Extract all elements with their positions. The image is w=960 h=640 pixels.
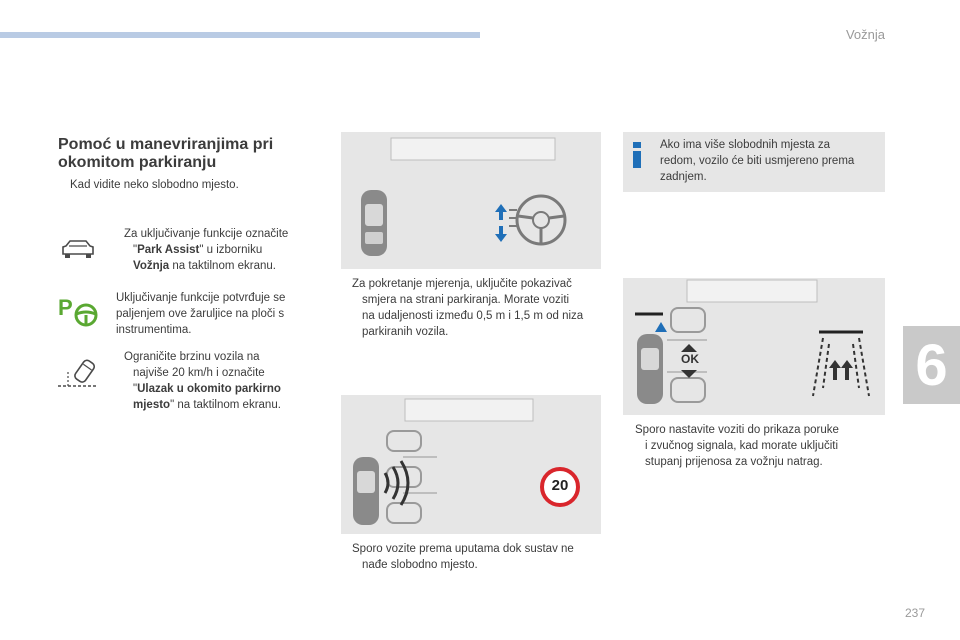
intro-text: Kad vidite neko slobodno mjesto. xyxy=(70,179,239,191)
ok-label: OK xyxy=(681,352,699,366)
step1-item: Za uključivanje funkcije označite "Park Assist" u izborniku Vožnja na taktilnom ekranu. xyxy=(124,228,289,272)
illustration-indicator xyxy=(341,132,601,269)
section-title-line1: Pomoć u manevriranjima pri xyxy=(58,136,274,153)
intro-item xyxy=(58,177,239,193)
step2-item: Ograničite brzinu vozila na najviše 20 km/h i označite "Ulazak u okomito parkirno mjesto" na taktilnom ekranu. xyxy=(124,351,281,411)
car-icon xyxy=(361,190,387,256)
car-outline-icon xyxy=(60,238,96,265)
right-para: Sporo nastavite voziti do prikaza poruke i zvučnog signala, kad morate uključiti stupanj prijenosa za vožnju natrag. xyxy=(635,424,839,468)
info-icon xyxy=(633,142,641,168)
header-bar xyxy=(0,32,480,38)
confirm-text: Uključivanje funkcije potvrđuje se paljenjem ove žaruljice na ploči s instrumentima. xyxy=(116,292,286,336)
park-assist-indicator-icon xyxy=(58,293,100,332)
speed-limit-sign: 20 xyxy=(551,477,569,494)
page-number: 237 xyxy=(905,606,926,620)
info-text: Ako ima više slobodnih mjesta za redom, vozilo će biti usmjereno prema zadnjem. xyxy=(660,139,855,183)
svg-text:P: P xyxy=(58,295,73,320)
section-title xyxy=(58,136,273,172)
perpendicular-parking-icon xyxy=(56,356,100,395)
info-box xyxy=(623,132,885,192)
section-title-line2: okomitom parkiranju xyxy=(58,154,217,171)
illustration-speed xyxy=(341,395,601,534)
middle-para2: Sporo vozite prema uputama dok sustav ne nađe slobodno mjesto. xyxy=(352,543,574,571)
middle-para1: Za pokretanje mjerenja, uključite pokazivač smjera na strani parkiranja. Morate voziti na udaljenosti između 0,5 m i 1,5 m od niza parkiranih vozila. xyxy=(352,278,584,338)
illustration-reverse xyxy=(623,278,885,415)
chapter-title: Vožnja xyxy=(845,27,885,42)
chapter-number: 6 xyxy=(915,332,948,398)
